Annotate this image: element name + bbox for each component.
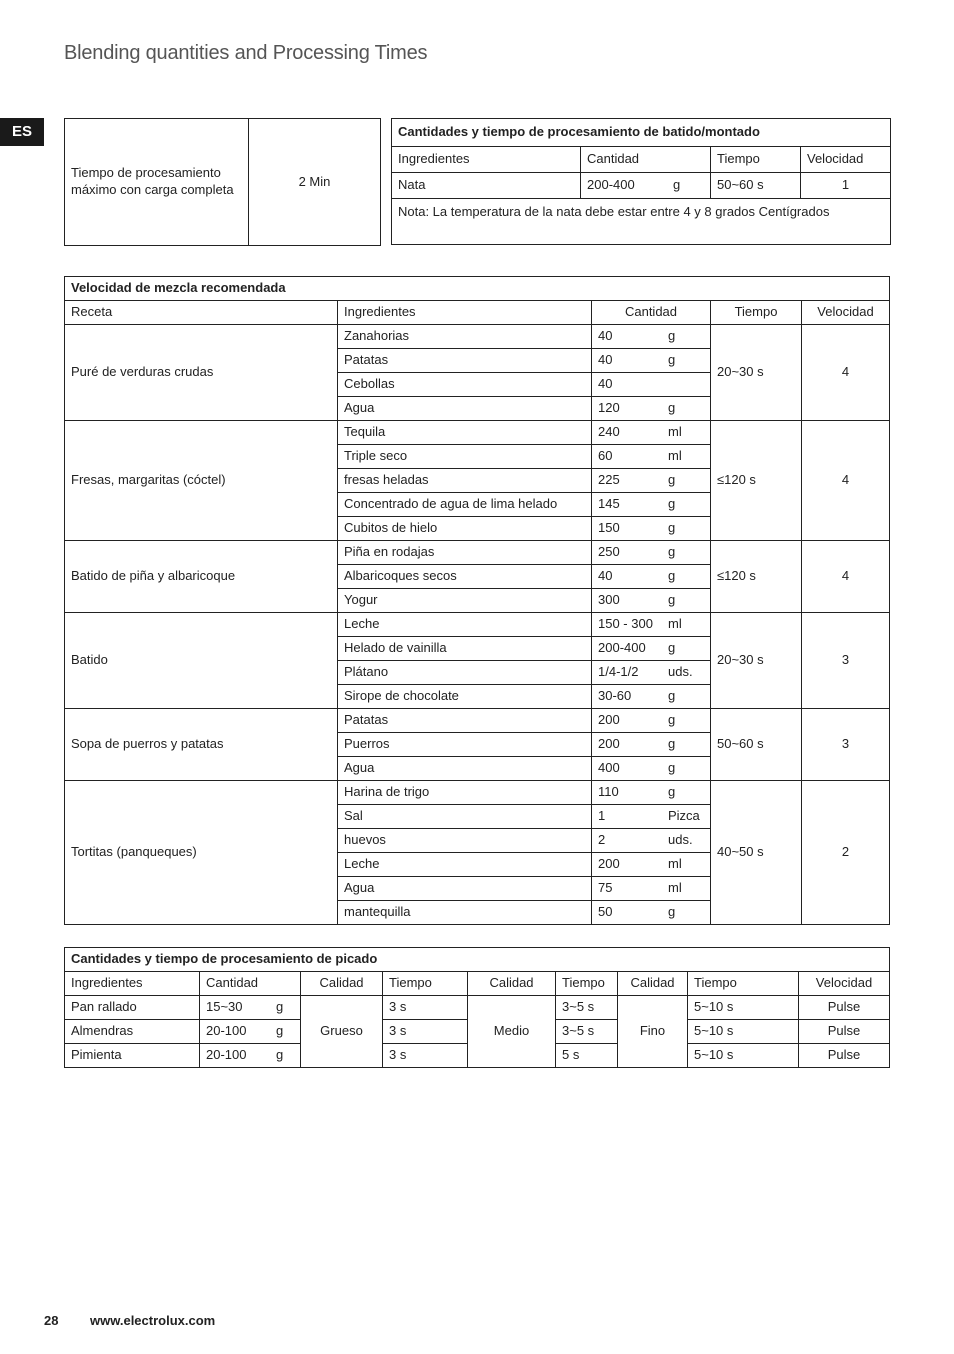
chop-qty-value: 20-100 [206,1047,247,1063]
quantity-value: 40 [598,568,613,584]
recipe-speed: 2 [802,781,890,925]
quantity [592,901,711,925]
chop-time-medium: 3~5 s [556,996,618,1020]
quantity-unit: g [668,328,676,344]
chop-time-medium: 5 s [556,1044,618,1068]
quantity [592,493,711,517]
quantity-unit: g [668,784,676,800]
recipe-time: 50~60 s [711,709,802,781]
blend-table [64,276,890,925]
blend-row [65,781,890,805]
max-time-table [64,118,381,246]
quality-coarse: Grueso [301,996,383,1068]
chop-title: Cantidades y tiempo de procesamiento de picado [65,948,890,972]
blend-row [65,613,890,637]
quantity-value: 110 [598,784,619,800]
quantity-unit: g [668,592,676,608]
recipe-speed: 4 [802,421,890,541]
quantity-unit: uds. [668,832,693,848]
blend-header: Receta [65,301,338,325]
chop-qty-unit: g [276,1023,284,1039]
max-time-label: Tiempo de procesamiento máximo con carga completa [65,119,249,246]
recipe-time: 20~30 s [711,613,802,709]
quality-fine: Fino [618,996,688,1068]
blend-title: Velocidad de mezcla recomendada [65,277,890,301]
ingredient: Harina de trigo [338,781,592,805]
chop-time-fine: 5~10 s [688,1020,799,1044]
whip-header: Cantidad [581,147,711,173]
ingredient: fresas heladas [338,469,592,493]
ingredient: Yogur [338,589,592,613]
quantity-unit: g [668,520,676,536]
ingredient: Triple seco [338,445,592,469]
quantity-unit: ml [668,880,682,896]
chop-header: Tiempo [383,972,468,996]
quantity-unit: g [668,640,676,656]
ingredient: mantequilla [338,901,592,925]
whip-header: Tiempo [711,147,801,173]
chop-header: Calidad [301,972,383,996]
quantity-value: 120 [598,400,620,416]
recipe-name: Fresas, margaritas (cóctel) [65,421,338,541]
quantity [592,733,711,757]
recipe-speed: 3 [802,613,890,709]
ingredient: Leche [338,853,592,877]
quantity [592,805,711,829]
recipe-time: ≤120 s [711,541,802,613]
quantity-value: 1 [598,808,606,824]
whip-qty [581,173,711,199]
blend-row [65,541,890,565]
website-link[interactable]: www.electrolux.com [90,1313,216,1328]
recipe-time: 20~30 s [711,325,802,421]
chop-header: Tiempo [556,972,618,996]
quantity-value: 40 [598,328,613,344]
quantity-unit: g [668,544,676,560]
blend-header: Tiempo [711,301,802,325]
whip-time: 50~60 s [711,173,801,199]
ingredient: Cubitos de hielo [338,517,592,541]
chop-qty-unit: g [276,1047,284,1063]
ingredient: Zanahorias [338,325,592,349]
chop-ingredient: Almendras [65,1020,200,1044]
quantity-unit: uds. [668,664,693,680]
blend-row [65,421,890,445]
recipe-time: 40~50 s [711,781,802,925]
ingredient: Puerros [338,733,592,757]
recipe-name: Batido de piña y albaricoque [65,541,338,613]
chop-time-coarse: 3 s [383,1044,468,1068]
quantity-value: 75 [598,880,613,896]
quantity [592,349,711,373]
quantity-unit: ml [668,856,682,872]
chop-header: Ingredientes [65,972,200,996]
quantity-unit: g [668,688,676,704]
quantity-unit: g [668,568,676,584]
chop-time-fine: 5~10 s [688,996,799,1020]
page-title: Blending quantities and Processing Times [64,42,428,64]
quantity-value: 150 [598,520,620,536]
ingredient: Cebollas [338,373,592,397]
quantity [592,709,711,733]
blend-header: Cantidad [592,301,711,325]
chop-table [64,947,890,1068]
quantity [592,661,711,685]
blend-row [65,325,890,349]
whip-table [391,118,891,245]
ingredient: Tequila [338,421,592,445]
quantity-unit: g [668,472,676,488]
ingredient: Sal [338,805,592,829]
quantity-value: 400 [598,760,620,776]
whip-title: Cantidades y tiempo de procesamiento de batido/montado [392,119,891,147]
quantity-value: 1/4-1/2 [598,664,639,680]
quantity-value: 2 [598,832,606,848]
quantity-unit: g [668,736,676,752]
chop-time-fine: 5~10 s [688,1044,799,1068]
quantity-value: 145 [598,496,620,512]
chop-header: Velocidad [799,972,890,996]
quantity [592,589,711,613]
chop-speed: Pulse [799,1020,890,1044]
quantity [592,757,711,781]
quantity [592,637,711,661]
recipe-speed: 3 [802,709,890,781]
chop-row [65,996,890,1020]
quantity-unit: g [668,352,676,368]
ingredient: Patatas [338,349,592,373]
whip-header: Velocidad [801,147,891,173]
whip-speed: 1 [801,173,891,199]
quantity-value: 30-60 [598,688,632,704]
quantity-unit: g [668,712,676,728]
quantity [592,421,711,445]
chop-time-medium: 3~5 s [556,1020,618,1044]
blend-header: Velocidad [802,301,890,325]
ingredient: Plátano [338,661,592,685]
quantity [592,397,711,421]
ingredient: Albaricoques secos [338,565,592,589]
quantity-value: 240 [598,424,620,440]
ingredient: Leche [338,613,592,637]
quantity [592,781,711,805]
quantity [592,325,711,349]
recipe-name: Puré de verduras crudas [65,325,338,421]
quantity-value: 300 [598,592,620,608]
whip-header: Ingredientes [392,147,581,173]
chop-qty [200,1044,301,1068]
quantity-unit: g [668,400,676,416]
chop-qty-unit: g [276,999,284,1015]
ingredient: Sirope de chocolate [338,685,592,709]
page-number: 28 [44,1313,59,1328]
recipe-speed: 4 [802,541,890,613]
recipe-name: Sopa de puerros y patatas [65,709,338,781]
quantity-unit: ml [668,448,682,464]
chop-ingredient: Pimienta [65,1044,200,1068]
quantity-unit: g [668,760,676,776]
quantity-value: 50 [598,904,613,920]
whip-qty-value: 200-400 [587,177,635,193]
quantity [592,469,711,493]
ingredient: huevos [338,829,592,853]
quantity-value: 40 [598,352,613,368]
ingredient: Piña en rodajas [338,541,592,565]
quantity-value: 200 [598,712,620,728]
quantity [592,517,711,541]
quantity-value: 40 [598,376,613,392]
quantity-unit: Pizca [668,808,700,824]
chop-ingredient: Pan rallado [65,996,200,1020]
quantity-value: 200 [598,736,620,752]
quantity-value: 225 [598,472,620,488]
ingredient: Patatas [338,709,592,733]
ingredient: Helado de vainilla [338,637,592,661]
recipe-time: ≤120 s [711,421,802,541]
quantity [592,685,711,709]
chop-qty [200,1020,301,1044]
quantity-unit: ml [668,616,682,632]
recipe-name: Batido [65,613,338,709]
whip-qty-unit: g [673,177,681,193]
recipe-name: Tortitas (panqueques) [65,781,338,925]
ingredient: Agua [338,877,592,901]
quantity-value: 200 [598,856,620,872]
ingredient: Agua [338,397,592,421]
chop-time-coarse: 3 s [383,996,468,1020]
quantity-unit: g [668,496,676,512]
quantity [592,445,711,469]
quantity [592,373,711,397]
language-tab: ES [0,118,44,146]
quantity-value: 150 - 300 [598,616,653,632]
quantity-unit: g [668,904,676,920]
quantity [592,853,711,877]
quantity [592,565,711,589]
quantity [592,829,711,853]
chop-time-coarse: 3 s [383,1020,468,1044]
blend-header: Ingredientes [338,301,592,325]
chop-header: Calidad [618,972,688,996]
chop-header: Tiempo [688,972,799,996]
quantity-value: 250 [598,544,620,560]
quantity [592,613,711,637]
whip-ingredient: Nata [392,173,581,199]
chop-speed: Pulse [799,1044,890,1068]
blend-row [65,709,890,733]
quantity [592,877,711,901]
quality-medium: Medio [468,996,556,1068]
chop-qty [200,996,301,1020]
chop-qty-value: 15~30 [206,999,243,1015]
max-time-value: 2 Min [249,119,381,246]
quantity [592,541,711,565]
quantity-value: 60 [598,448,613,464]
chop-header: Calidad [468,972,556,996]
quantity-value: 200-400 [598,640,646,656]
whip-note: Nota: La temperatura de la nata debe estar entre 4 y 8 grados Centígrados [392,199,891,245]
quantity-unit: ml [668,424,682,440]
chop-speed: Pulse [799,996,890,1020]
recipe-speed: 4 [802,325,890,421]
chop-qty-value: 20-100 [206,1023,247,1039]
ingredient: Concentrado de agua de lima helado [338,493,592,517]
ingredient: Agua [338,757,592,781]
chop-header: Cantidad [200,972,301,996]
